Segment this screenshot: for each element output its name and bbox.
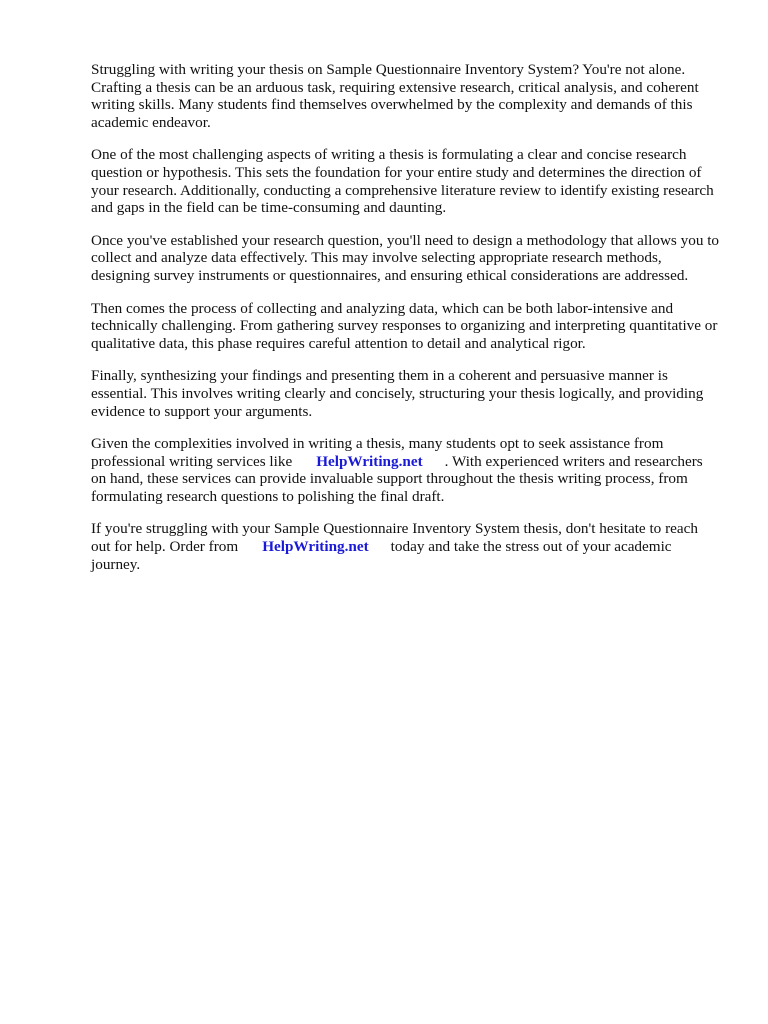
helpwriting-order-link[interactable]: HelpWriting.net <box>262 538 369 556</box>
paragraph-intro: Struggling with writing your thesis on Sample Questionnaire Inventory System? You're not alone. Crafting a thesis can be an arduous task, requiring extensive research, critical analysis, and coherent writing skills. Many students find themselves overwhelmed by the complexity and demands of this academic endeavor. <box>91 61 699 131</box>
assistance-text-before: Given the complexities involved in writing a thesis, many students opt to seek assistance from professional writing services like <box>91 435 664 470</box>
paragraph-synthesis: Finally, synthesizing your findings and presenting them in a coherent and persuasive manner is essential. This involves writing clearly and concisely, structuring your thesis logically, and providing evidence to support your arguments. <box>91 367 704 420</box>
assistance-text-after: . With experienced writers and researchers on hand, these services can provide invaluable support throughout the thesis writing process, from formulating research questions to polishing the final draft. <box>91 452 703 505</box>
paragraph-methodology: Once you've established your research question, you'll need to design a methodology that allows you to collect and analyze data effectively. This may involve selecting appropriate research methods, designing survey instruments or questionnaires, and ensuring ethical considerations are addressed. <box>91 231 720 284</box>
paragraph-assistance <box>91 435 721 505</box>
helpwriting-link[interactable]: HelpWriting.net <box>316 452 423 470</box>
paragraph-data-analysis: Then comes the process of collecting and analyzing data, which can be both labor-intensive and technically challenging. From gathering survey responses to organizing and interpreting quantitative or qualitative data, this phase requires careful attention to detail and analytical rigor. <box>91 299 718 352</box>
paragraph-research-question: One of the most challenging aspects of writing a thesis is formulating a clear and concise research question or hypothesis. This sets the foundation for your entire study and determines the direction of your research. Additionally, conducting a comprehensive literature review to identify existing research and gaps in the field can be time-consuming and daunting. <box>91 146 714 217</box>
paragraph-call-to-action <box>91 520 721 573</box>
document-body <box>91 61 721 588</box>
cta-text-before: If you're struggling with your Sample Questionnaire Inventory System thesis, don't hesitate to reach out for help. Order from <box>91 520 698 556</box>
cta-text-after: today and take the stress out of your academic journey. <box>91 538 672 573</box>
